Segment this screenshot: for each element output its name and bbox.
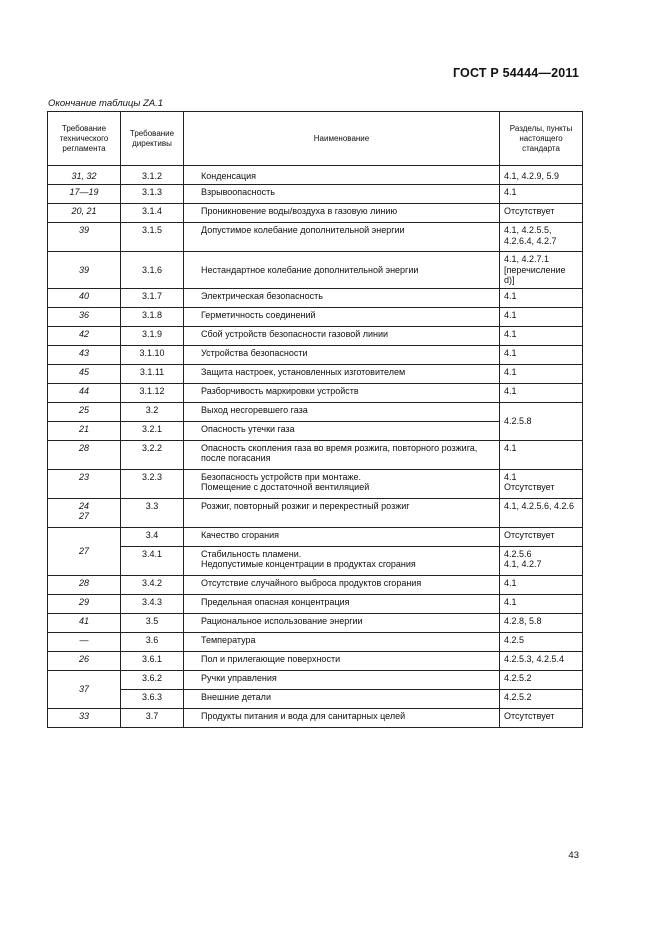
name-cell: Розжиг, повторный розжиг и перекрестный розжиг	[184, 498, 500, 527]
name-cell: Сбой устройств безопасности газовой линии	[184, 326, 500, 345]
table-row	[48, 166, 583, 185]
sections-cell: 4.1	[500, 364, 583, 383]
name-cell: Внешние детали	[184, 689, 500, 708]
table-row	[48, 575, 583, 594]
regulation-cell: 28	[48, 440, 121, 469]
name-cell: Герметичность соединений	[184, 307, 500, 326]
name-cell: Электрическая безопасность	[184, 288, 500, 307]
regulation-cell	[48, 498, 121, 527]
directive-cell: 3.4.2	[121, 575, 184, 594]
name-line: Стабильность пламени.	[201, 548, 302, 559]
sections-cell: 4.1	[500, 185, 583, 204]
sections-cell: 4.1	[500, 383, 583, 402]
directive-cell: 3.1.5	[121, 223, 184, 252]
name-cell: Допустимое колебание дополнительной энергии	[184, 223, 500, 252]
name-line: Безопасность устройств при монтаже.	[201, 471, 361, 482]
name-cell: Качество сгорания	[184, 527, 500, 546]
table-row	[48, 185, 583, 204]
name-cell: Отсутствие случайного выброса продуктов сгорания	[184, 575, 500, 594]
sections-cell	[500, 469, 583, 498]
regulation-line: 27	[78, 511, 89, 521]
name-cell: Ручки управления	[184, 670, 500, 689]
directive-cell: 3.1.9	[121, 326, 184, 345]
regulation-cell: 41	[48, 613, 121, 632]
header-sections: Разделы, пункты настоящего стандарта	[500, 112, 583, 166]
sections-cell: Отсутствует	[500, 527, 583, 546]
table-row	[48, 527, 583, 546]
name-cell	[184, 469, 500, 498]
sections-cell: 4.2.5.2	[500, 670, 583, 689]
directive-cell: 3.1.4	[121, 204, 184, 223]
table-row	[48, 440, 583, 469]
directive-cell: 3.2.1	[121, 421, 184, 440]
sections-cell: 4.2.5.3, 4.2.5.4	[500, 651, 583, 670]
sections-cell: 4.1	[500, 594, 583, 613]
regulation-cell: 28	[48, 575, 121, 594]
directive-cell: 3.1.11	[121, 364, 184, 383]
table-caption: Окончание таблицы ZA.1	[48, 98, 164, 109]
document-code: ГОСТ Р 54444—2011	[452, 66, 579, 80]
table-row	[48, 546, 583, 575]
table-row	[48, 498, 583, 527]
table-row	[48, 252, 583, 289]
regulation-line: 24	[78, 500, 89, 511]
name-cell: Конденсация	[184, 166, 500, 185]
regulation-cell: 36	[48, 307, 121, 326]
sections-line: Отсутствует	[504, 482, 555, 492]
regulation-cell: 39	[48, 223, 121, 252]
table-row	[48, 204, 583, 223]
name-cell: Разборчивость маркировки устройств	[184, 383, 500, 402]
table-row	[48, 651, 583, 670]
name-cell: Взрывоопасность	[184, 185, 500, 204]
table-row	[48, 469, 583, 498]
regulation-cell: 43	[48, 345, 121, 364]
header-regulation: Требование технического регламента	[48, 112, 121, 166]
regulation-cell: 39	[48, 252, 121, 289]
page-number: 43	[568, 850, 579, 861]
sections-cell: 4.1	[500, 307, 583, 326]
directive-cell: 3.1.2	[121, 166, 184, 185]
table-header-row	[48, 112, 583, 166]
table-row	[48, 345, 583, 364]
regulation-cell: —	[48, 632, 121, 651]
table-row	[48, 632, 583, 651]
table-row	[48, 288, 583, 307]
directive-cell: 3.2.2	[121, 440, 184, 469]
table-row	[48, 689, 583, 708]
regulation-cell: 42	[48, 326, 121, 345]
directive-cell: 3.6.2	[121, 670, 184, 689]
table-row	[48, 364, 583, 383]
name-cell: Проникновение воды/воздуха в газовую линию	[184, 204, 500, 223]
regulation-cell: 40	[48, 288, 121, 307]
regulation-cell: 17—19	[48, 185, 121, 204]
directive-cell: 3.1.10	[121, 345, 184, 364]
name-cell: Температура	[184, 632, 500, 651]
table-row	[48, 402, 583, 421]
directive-cell: 3.3	[121, 498, 184, 527]
name-cell: Опасность скопления газа во время розжига, повторного розжига, после погасания	[184, 440, 500, 469]
directive-cell: 3.1.12	[121, 383, 184, 402]
regulation-cell: 31, 32	[48, 166, 121, 185]
name-cell: Устройства безопасности	[184, 345, 500, 364]
table-row	[48, 383, 583, 402]
sections-cell: Отсутствует	[500, 204, 583, 223]
sections-cell: 4.1, 4.2.5.5, 4.2.6.4, 4.2.7	[500, 223, 583, 252]
sections-cell: 4.1	[500, 326, 583, 345]
header-name: Наименование	[184, 112, 500, 166]
name-cell: Рациональное использование энергии	[184, 613, 500, 632]
directive-cell: 3.1.8	[121, 307, 184, 326]
regulation-cell: 44	[48, 383, 121, 402]
sections-cell: 4.2.5.8	[500, 402, 583, 440]
regulation-cell: 37	[48, 670, 121, 708]
directive-cell: 3.2.3	[121, 469, 184, 498]
name-cell	[184, 546, 500, 575]
regulation-cell: 20, 21	[48, 204, 121, 223]
sections-cell: 4.1	[500, 345, 583, 364]
table-row	[48, 326, 583, 345]
name-cell: Пол и прилегающие поверхности	[184, 651, 500, 670]
sections-line: 4.1	[504, 471, 517, 482]
regulation-cell: 26	[48, 651, 121, 670]
name-cell: Выход несгоревшего газа	[184, 402, 500, 421]
name-cell: Нестандартное колебание дополнительной энергии	[184, 252, 500, 289]
name-cell: Опасность утечки газа	[184, 421, 500, 440]
sections-line: 4.2.5.6	[504, 548, 532, 559]
regulation-cell: 25	[48, 402, 121, 421]
regulation-cell: 45	[48, 364, 121, 383]
directive-cell: 3.6.3	[121, 689, 184, 708]
sections-cell: 4.2.8, 5.8	[500, 613, 583, 632]
sections-cell	[500, 546, 583, 575]
name-line: Недопустимые концентрации в продуктах сгорания	[201, 559, 416, 569]
directive-cell: 3.4.1	[121, 546, 184, 575]
directive-cell: 3.2	[121, 402, 184, 421]
name-cell: Предельная опасная концентрация	[184, 594, 500, 613]
sections-cell: 4.2.5	[500, 632, 583, 651]
directive-cell: 3.5	[121, 613, 184, 632]
sections-cell: Отсутствует	[500, 708, 583, 727]
sections-cell: 4.2.5.2	[500, 689, 583, 708]
regulation-cell: 29	[48, 594, 121, 613]
regulation-cell: 27	[48, 527, 121, 575]
directive-cell: 3.6	[121, 632, 184, 651]
sections-cell: 4.1	[500, 288, 583, 307]
directive-cell: 3.4.3	[121, 594, 184, 613]
directive-cell: 3.1.3	[121, 185, 184, 204]
header-directive: Требование директивы	[121, 112, 184, 166]
directive-cell: 3.7	[121, 708, 184, 727]
sections-cell: 4.1, 4.2.9, 5.9	[500, 166, 583, 185]
directive-cell: 3.4	[121, 527, 184, 546]
table-row	[48, 594, 583, 613]
name-line: Помещение с достаточной вентиляцией	[201, 482, 370, 492]
regulation-cell: 23	[48, 469, 121, 498]
directive-cell: 3.1.7	[121, 288, 184, 307]
regulation-cell: 33	[48, 708, 121, 727]
sections-cell: 4.1, 4.2.5.6, 4.2.6	[500, 498, 583, 527]
table-row	[48, 613, 583, 632]
name-cell: Защита настроек, установленных изготовителем	[184, 364, 500, 383]
directive-cell: 3.6.1	[121, 651, 184, 670]
table-row	[48, 223, 583, 252]
requirements-table	[47, 111, 583, 728]
sections-cell: 4.1	[500, 575, 583, 594]
table-row	[48, 670, 583, 689]
regulation-cell: 21	[48, 421, 121, 440]
sections-cell: 4.1, 4.2.7.1 [перечисление d)]	[500, 252, 583, 289]
sections-line: 4.1, 4.2.7	[504, 559, 542, 569]
directive-cell: 3.1.6	[121, 252, 184, 289]
name-cell: Продукты питания и вода для санитарных целей	[184, 708, 500, 727]
sections-cell: 4.1	[500, 440, 583, 469]
table-row	[48, 708, 583, 727]
table-row	[48, 307, 583, 326]
